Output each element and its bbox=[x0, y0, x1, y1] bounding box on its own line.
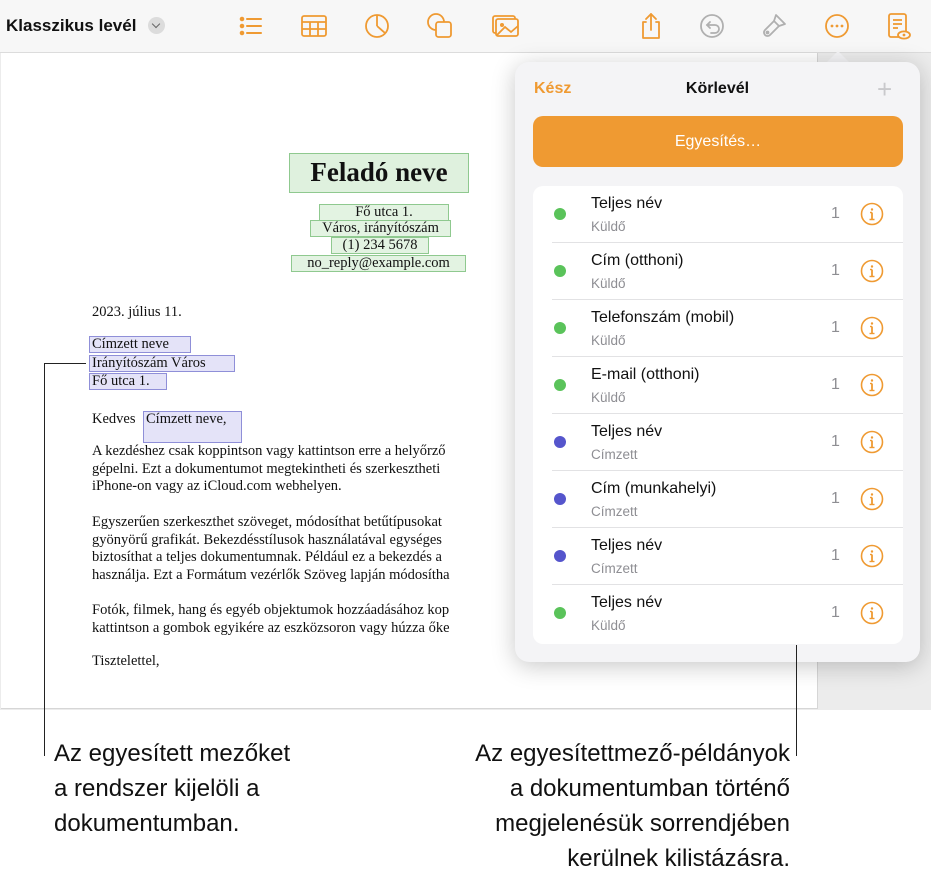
merge-field-recipient-street[interactable]: Fő utca 1. bbox=[89, 373, 167, 390]
field-count: 1 bbox=[831, 376, 840, 393]
undo-icon[interactable] bbox=[697, 11, 727, 41]
field-name: Telefonszám (mobil) bbox=[591, 309, 735, 326]
caption-line: kerülnek kilistázásra. bbox=[567, 845, 790, 872]
document-title[interactable]: Klasszikus levél bbox=[6, 16, 137, 35]
paragraph-line: gyönyörű grafikát. Bekezdésstílusok használatával egységes bbox=[92, 531, 442, 548]
merge-field-recipient-name[interactable]: Címzett neve bbox=[89, 336, 191, 353]
merge-field-row[interactable] bbox=[533, 585, 903, 642]
field-name: Teljes név bbox=[591, 594, 663, 611]
caption-line: megjelenésük sorrendjében bbox=[495, 810, 790, 837]
caption-line: a rendszer kijelöli a bbox=[54, 775, 260, 802]
merge-field-salutation-name[interactable]: Címzett neve, bbox=[143, 411, 242, 443]
field-source: Küldő bbox=[591, 276, 626, 291]
merge-field-row[interactable] bbox=[533, 471, 903, 528]
paragraph-line: A kezdéshez csak koppintson vagy kattintson erre a helyőrző bbox=[92, 443, 446, 459]
body-paragraph-2[interactable] bbox=[92, 514, 522, 584]
info-icon[interactable] bbox=[860, 487, 884, 511]
merge-field-sender-email[interactable]: no_reply@example.com bbox=[291, 255, 466, 272]
field-color-dot bbox=[554, 493, 566, 505]
paragraph-line: gépelni. Ezt a dokumentumot megtekintheti és szerkesztheti bbox=[92, 460, 441, 477]
info-icon[interactable] bbox=[860, 202, 884, 226]
field-count: 1 bbox=[831, 490, 840, 507]
caption-line: Az egyesítettmező-példányok bbox=[475, 740, 790, 767]
chart-icon[interactable] bbox=[362, 11, 392, 41]
table-icon[interactable] bbox=[299, 11, 329, 41]
letter-closing: Tisztelettel, bbox=[92, 653, 160, 669]
mail-merge-panel bbox=[515, 62, 920, 662]
field-name: Cím (otthoni) bbox=[591, 252, 684, 269]
paragraph-line: kattintson a gombok egyikére az eszközsoron vagy húzza őke bbox=[92, 619, 450, 636]
callout-line-left-horizontal bbox=[44, 363, 86, 364]
field-name: E-mail (otthoni) bbox=[591, 366, 700, 383]
merge-field-sender-city[interactable]: Város, irányítószám bbox=[310, 220, 451, 237]
format-brush-icon[interactable] bbox=[759, 11, 789, 41]
field-color-dot bbox=[554, 265, 566, 277]
paragraph-line: biztosíthat a teljes dokumentumnak. Például ez a bekezdés a bbox=[92, 549, 442, 565]
body-paragraph-3[interactable] bbox=[92, 602, 522, 637]
salutation-text: Kedves bbox=[92, 411, 136, 427]
body-paragraph-1[interactable] bbox=[92, 443, 522, 496]
field-name: Teljes név bbox=[591, 423, 663, 440]
field-source: Küldő bbox=[591, 219, 626, 234]
paragraph-line: iPhone-on vagy az iCloud.com webhelyen. bbox=[92, 478, 342, 494]
panel-title: Körlevél bbox=[685, 80, 750, 97]
info-icon[interactable] bbox=[860, 544, 884, 568]
field-count: 1 bbox=[831, 205, 840, 222]
field-name: Cím (munkahelyi) bbox=[591, 480, 717, 497]
caption-left bbox=[54, 736, 290, 841]
paragraph-line: Fotók, filmek, hang és egyéb objektumok hozzáadásához kop bbox=[92, 602, 450, 618]
merge-field-row[interactable] bbox=[533, 186, 903, 243]
merge-field-row[interactable] bbox=[533, 357, 903, 414]
merge-button[interactable]: Egyesítés… bbox=[533, 116, 903, 167]
share-icon[interactable] bbox=[636, 11, 666, 41]
toolbar bbox=[0, 0, 931, 53]
shapes-icon[interactable] bbox=[425, 11, 455, 41]
merge-field-sender-phone[interactable]: (1) 234 5678 bbox=[331, 237, 429, 254]
info-icon[interactable] bbox=[860, 430, 884, 454]
caption-line: a dokumentumban történő bbox=[509, 775, 790, 802]
field-name: Teljes név bbox=[591, 537, 663, 554]
field-count: 1 bbox=[831, 262, 840, 279]
caption-line: Az egyesített mezőket bbox=[54, 740, 291, 767]
more-icon[interactable] bbox=[822, 11, 852, 41]
merge-field-list bbox=[533, 186, 903, 644]
field-source: Címzett bbox=[591, 447, 638, 462]
letter-date: 2023. július 11. bbox=[92, 304, 182, 320]
merge-field-recipient-city[interactable]: Irányítószám Város bbox=[89, 355, 235, 372]
field-source: Küldő bbox=[591, 618, 626, 633]
merge-field-sender-street[interactable]: Fő utca 1. bbox=[319, 204, 449, 221]
field-source: Küldő bbox=[591, 333, 626, 348]
caption-line: dokumentumban. bbox=[54, 810, 240, 837]
info-icon[interactable] bbox=[860, 259, 884, 283]
media-icon[interactable] bbox=[490, 11, 520, 41]
field-color-dot bbox=[554, 322, 566, 334]
chevron-down-icon[interactable] bbox=[148, 17, 165, 34]
info-icon[interactable] bbox=[860, 316, 884, 340]
merge-field-sender-name[interactable]: Feladó neve bbox=[289, 153, 469, 193]
merge-field-row[interactable] bbox=[533, 414, 903, 471]
field-color-dot bbox=[554, 436, 566, 448]
done-button[interactable]: Kész bbox=[534, 80, 572, 97]
field-color-dot bbox=[554, 550, 566, 562]
merge-field-row[interactable] bbox=[533, 300, 903, 357]
list-icon[interactable] bbox=[236, 11, 266, 41]
field-color-dot bbox=[554, 607, 566, 619]
field-name: Teljes név bbox=[591, 195, 663, 212]
info-icon[interactable] bbox=[860, 601, 884, 625]
document-view-icon[interactable] bbox=[883, 11, 913, 41]
field-source: Címzett bbox=[591, 561, 638, 576]
callout-line-right-vertical bbox=[796, 645, 797, 756]
field-color-dot bbox=[554, 379, 566, 391]
caption-right bbox=[380, 736, 790, 876]
field-color-dot bbox=[554, 208, 566, 220]
add-field-button[interactable]: + bbox=[877, 74, 893, 104]
merge-field-row[interactable] bbox=[533, 243, 903, 300]
merge-field-row[interactable] bbox=[533, 528, 903, 585]
field-source: Címzett bbox=[591, 504, 638, 519]
paragraph-line: használja. Ezt a Formátum vezérlők Szöveg lapján módosítha bbox=[92, 566, 450, 583]
callout-line-left-vertical bbox=[44, 363, 45, 756]
field-count: 1 bbox=[831, 604, 840, 621]
paragraph-line: Egyszerűen szerkeszthet szöveget, módosíthat betűtípusokat bbox=[92, 514, 442, 530]
field-count: 1 bbox=[831, 433, 840, 450]
field-count: 1 bbox=[831, 547, 840, 564]
field-count: 1 bbox=[831, 319, 840, 336]
field-source: Küldő bbox=[591, 390, 626, 405]
info-icon[interactable] bbox=[860, 373, 884, 397]
